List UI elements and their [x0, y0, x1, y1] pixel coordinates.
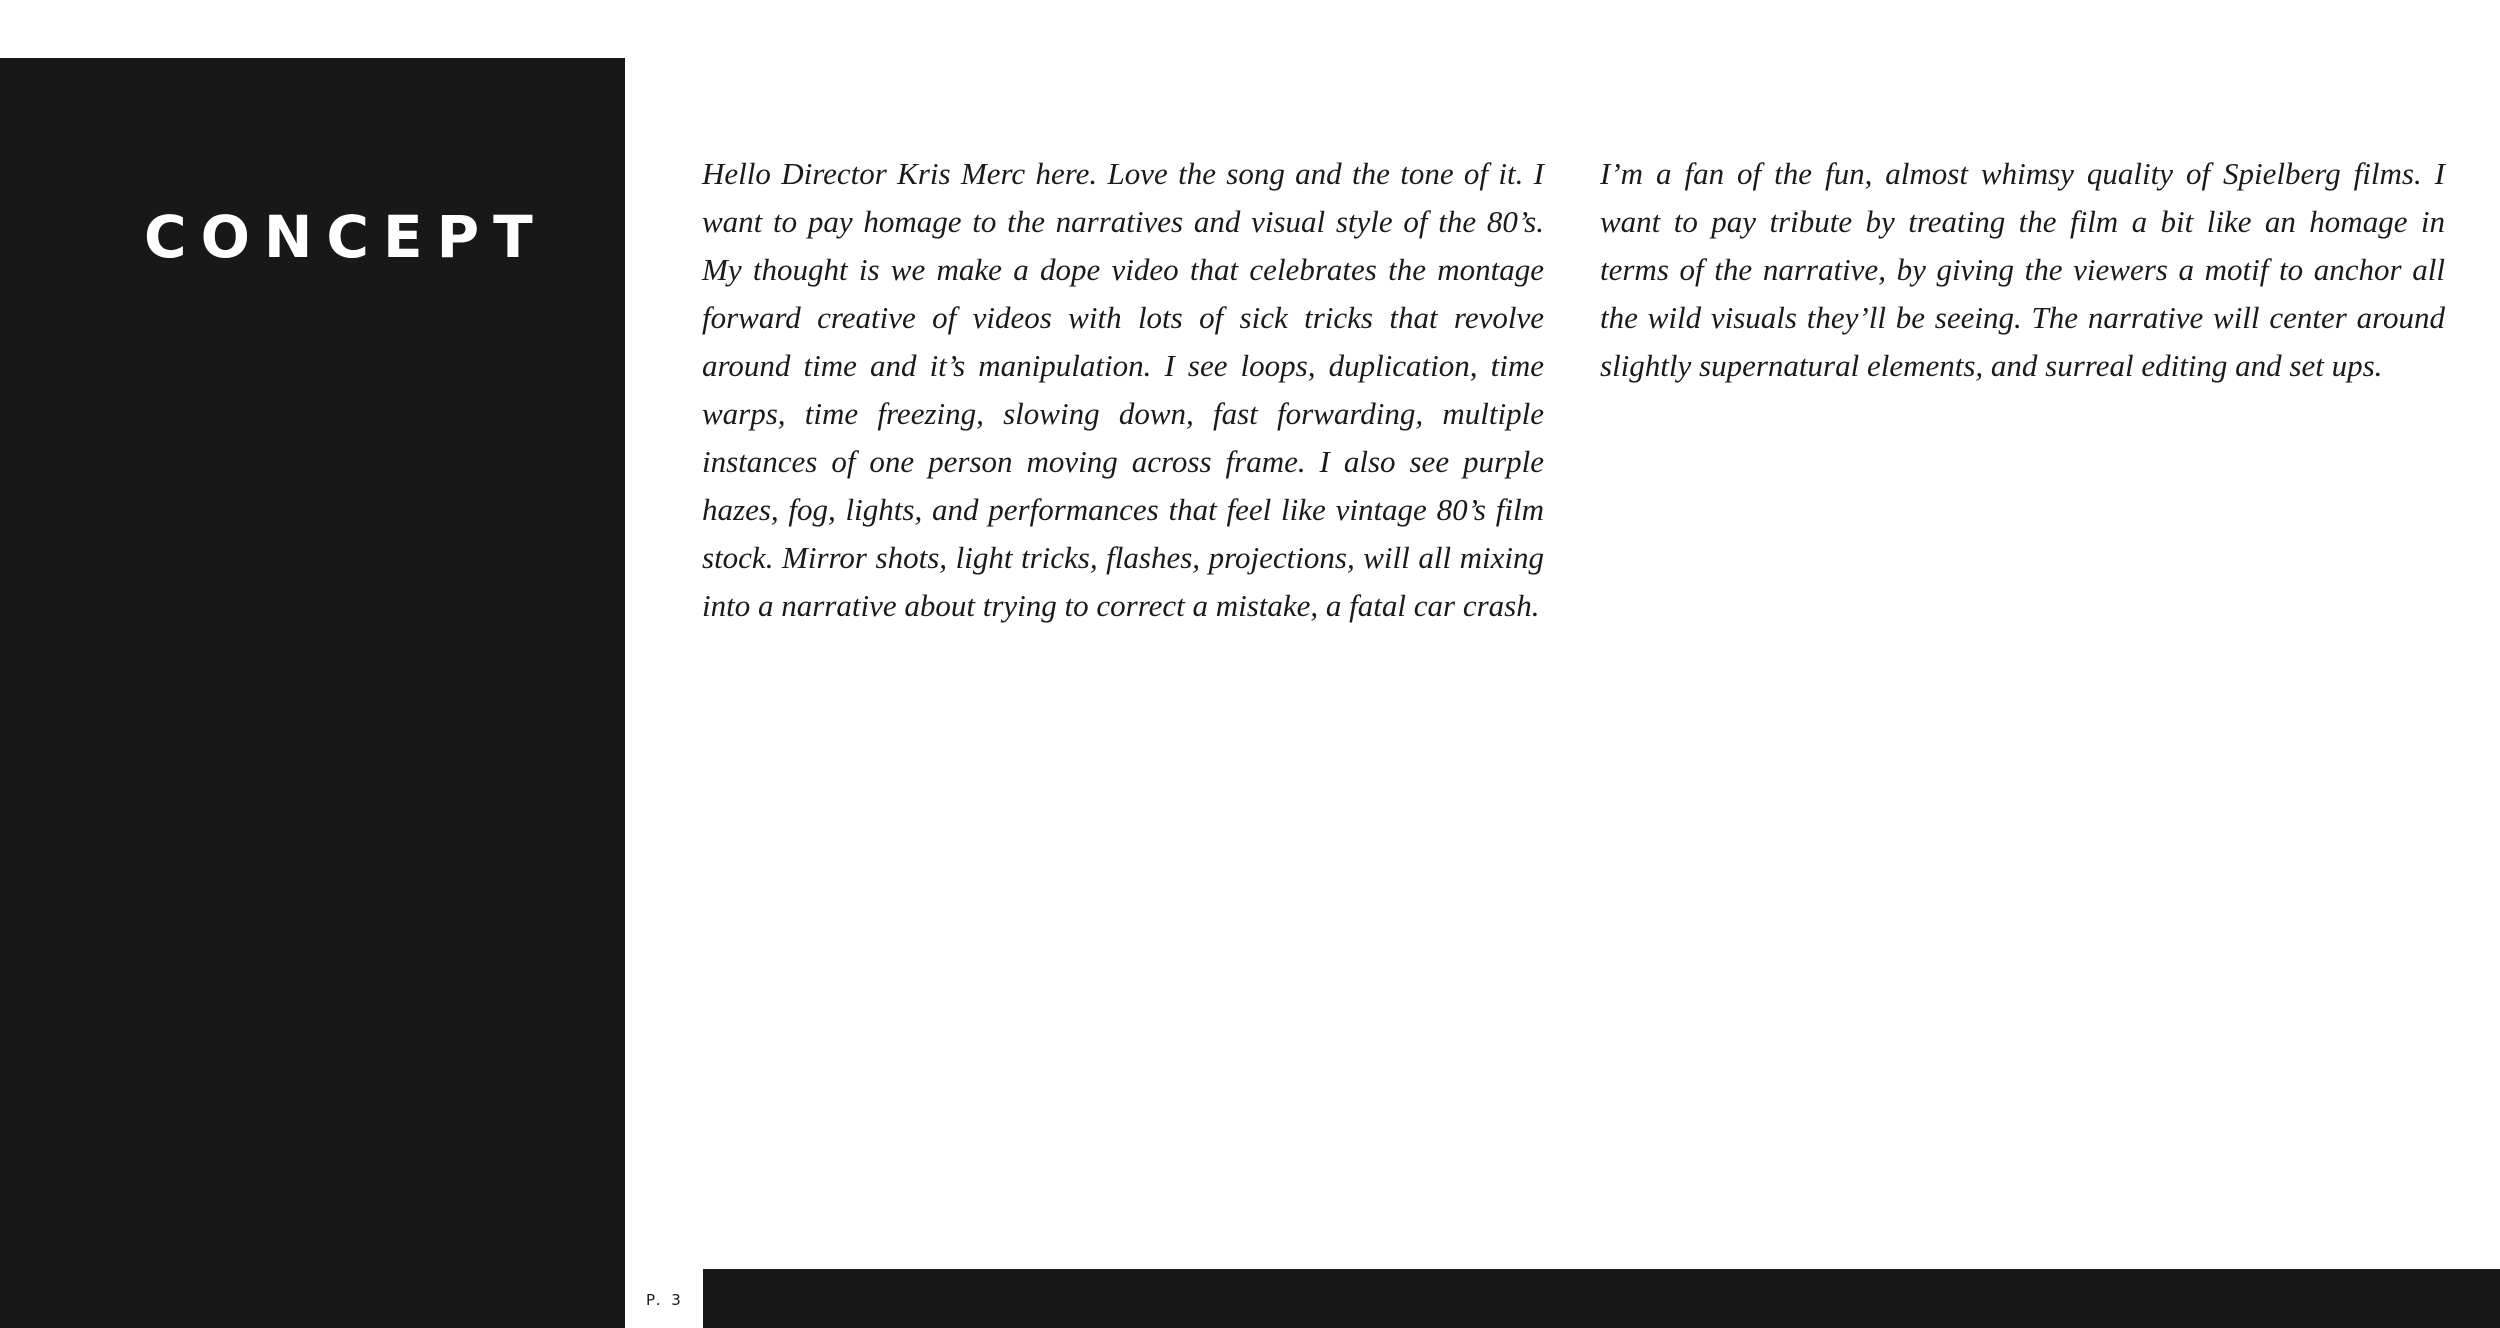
- page-number: P. 3: [646, 1291, 684, 1309]
- concept-paragraph-right: I’m a fan of the fun, almost whimsy quality of Spielberg films. I want to pay tribute by treating the film a bit like an homage in terms of the narrative, by giving the viewers a motif to anchor all the wild visuals they’ll be seeing. The narrative will center around slightly supernatural elements, and surreal editing and set ups.: [1600, 156, 2445, 383]
- concept-paragraph-left: Hello Director Kris Merc here. Love the song and the tone of it. I want to pay homage to the narratives and visual style of the 80’s. My thought is we make a dope video that celebrates the montage forward creative of videos with lots of sick tricks that revolve around time and it’s manipulation. I see loops, duplication, time warps, time freezing, slowing down, fast forwarding, multiple instances of one person moving across frame. I also see purple hazes, fog, lights, and performances that feel like vintage 80’s film stock. Mirror shots, light tricks, flashes, projections, will all mixing into a narrative about trying to correct a mistake, a fatal car crash.: [702, 156, 1544, 623]
- footer-bar: [703, 1269, 2500, 1328]
- page-title: CONCEPT: [144, 203, 547, 271]
- title-panel: [0, 58, 625, 1328]
